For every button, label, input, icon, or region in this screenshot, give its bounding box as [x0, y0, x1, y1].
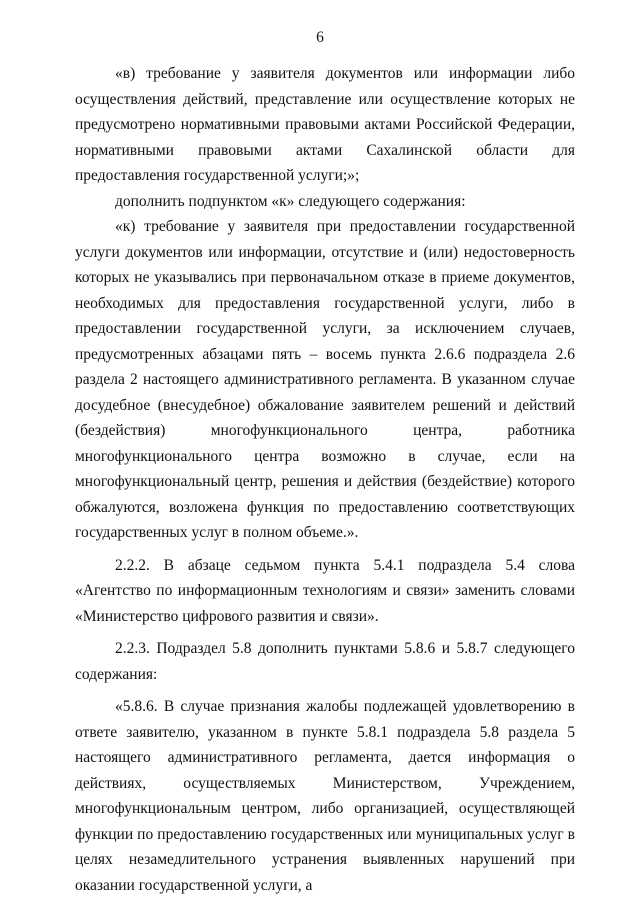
document-body — [75, 61, 575, 898]
paragraph-2-2-2: 2.2.2. В абзаце седьмом пункта 5.4.1 подраздела 5.4 слова «Агентство по информационным технологиям и связи» заменить словами «Министерство цифрового развития и связи». — [75, 556, 575, 625]
paragraph-5-8-6: «5.8.6. В случае признания жалобы подлежащей удовлетворению в ответе заявителю, указанном в пункте 5.8.1 подраздела 5.8 раздела 5 настоящего административного регламента, дается информация о действиях, осуществляемых Министерством, Учреждением, многофункциональным центром, либо организацией, осуществляющей функции по предоставлению государственных или муниципальных услуг в целях незамедлительного устранения выявленных нарушений при оказании государственной услуги, а — [75, 698, 575, 894]
page-number: 6 — [316, 29, 324, 46]
paragraph-add-subpoint-k: дополнить подпунктом «к» следующего содержания: — [115, 192, 466, 210]
paragraph-subpoint-v: «в) требование у заявителя документов или информации либо осуществления действий, представление или осуществление которых не предусмотрено нормативными правовыми актами Российской Федерации, нормативными правовыми актами Сахалинской области для предоставления государственной услуги;»; — [75, 65, 575, 184]
paragraph-subpoint-k: «к) требование у заявителя при предоставлении государственной услуги документов или информации, отсутствие и (или) недостоверность которых не указывались при первоначальном отказе в приеме документов, необходимых для предоставления государственной услуги, либо в предоставлении государственной услуги, за исключением случаев, предусмотренных абзацами пять – восемь пункта 2.6.6 подраздела 2.6 раздела 2 настоящего административного регламента. В указанном случае досудебное (внесудебное) обжалование заявителем решений и действий (бездействия) многофункционального центра, работника многофункционального центра возможно в случае, если на многофункциональный центр, решения и действия (бездействие) которого обжалуются, возложена функция по предоставлению соответствующих государственных услуг в полном объеме.». — [75, 218, 575, 541]
paragraph-2-2-3: 2.2.3. Подраздел 5.8 дополнить пунктами 5.8.6 и 5.8.7 следующего содержания: — [75, 640, 575, 683]
